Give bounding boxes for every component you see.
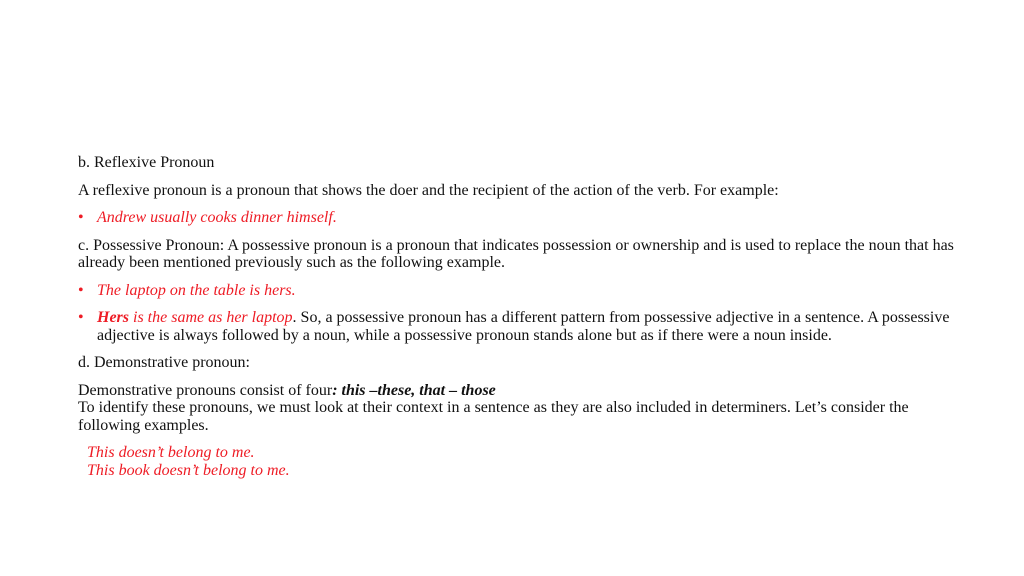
demonstrative-list: : this –these, that – those [332, 381, 496, 399]
demonstrative-intro: Demonstrative pronouns consist of four [78, 381, 333, 399]
possessive-definition: c. Possessive Pronoun: A possessive pronoun is a pronoun that indicates possession or ownership and is used to replace the noun that has already been mentioned previously such as the following example. [78, 236, 954, 271]
slide-content [78, 154, 958, 479]
reflexive-example-text: Andrew usually cooks dinner himself. [97, 209, 337, 226]
demonstrative-paragraph [78, 382, 958, 435]
demonstrative-example-2: This book doesn’t belong to me. [87, 461, 290, 479]
demonstrative-example-1: This doesn’t belong to me. [87, 444, 255, 461]
reflexive-heading: b. Reflexive Pronoun [78, 154, 215, 171]
possessive-example-2-rest: is the same as her laptop [129, 309, 293, 326]
demonstrative-heading: d. Demonstrative pronoun: [78, 354, 250, 371]
possessive-example-1-text: The laptop on the table is hers. [97, 281, 296, 299]
possessive-example-item-1 [78, 282, 958, 300]
possessive-example-item-2 [78, 309, 958, 344]
demonstrative-examples [78, 444, 958, 479]
reflexive-definition: A reflexive pronoun is a pronoun that shows the doer and the recipient of the action of the verb. For example: [78, 181, 779, 199]
reflexive-example-item [78, 209, 958, 227]
demonstrative-context: To identify these pronouns, we must look at their context in a sentence as they are also included in determiners. Let’s consider the following examples. [78, 399, 909, 434]
bullet-icon: • [78, 209, 84, 226]
bullet-icon: • [78, 281, 84, 299]
bullet-icon: • [78, 309, 84, 326]
possessive-example-2-bold: Hers [97, 309, 129, 326]
possessive-explanation: . So, a possessive pronoun has a different pattern from possessive adjective in a sentence. A possessive adjective is always followed by a noun, while a possessive pronoun stands alone but as if there were a noun inside. [97, 309, 950, 344]
